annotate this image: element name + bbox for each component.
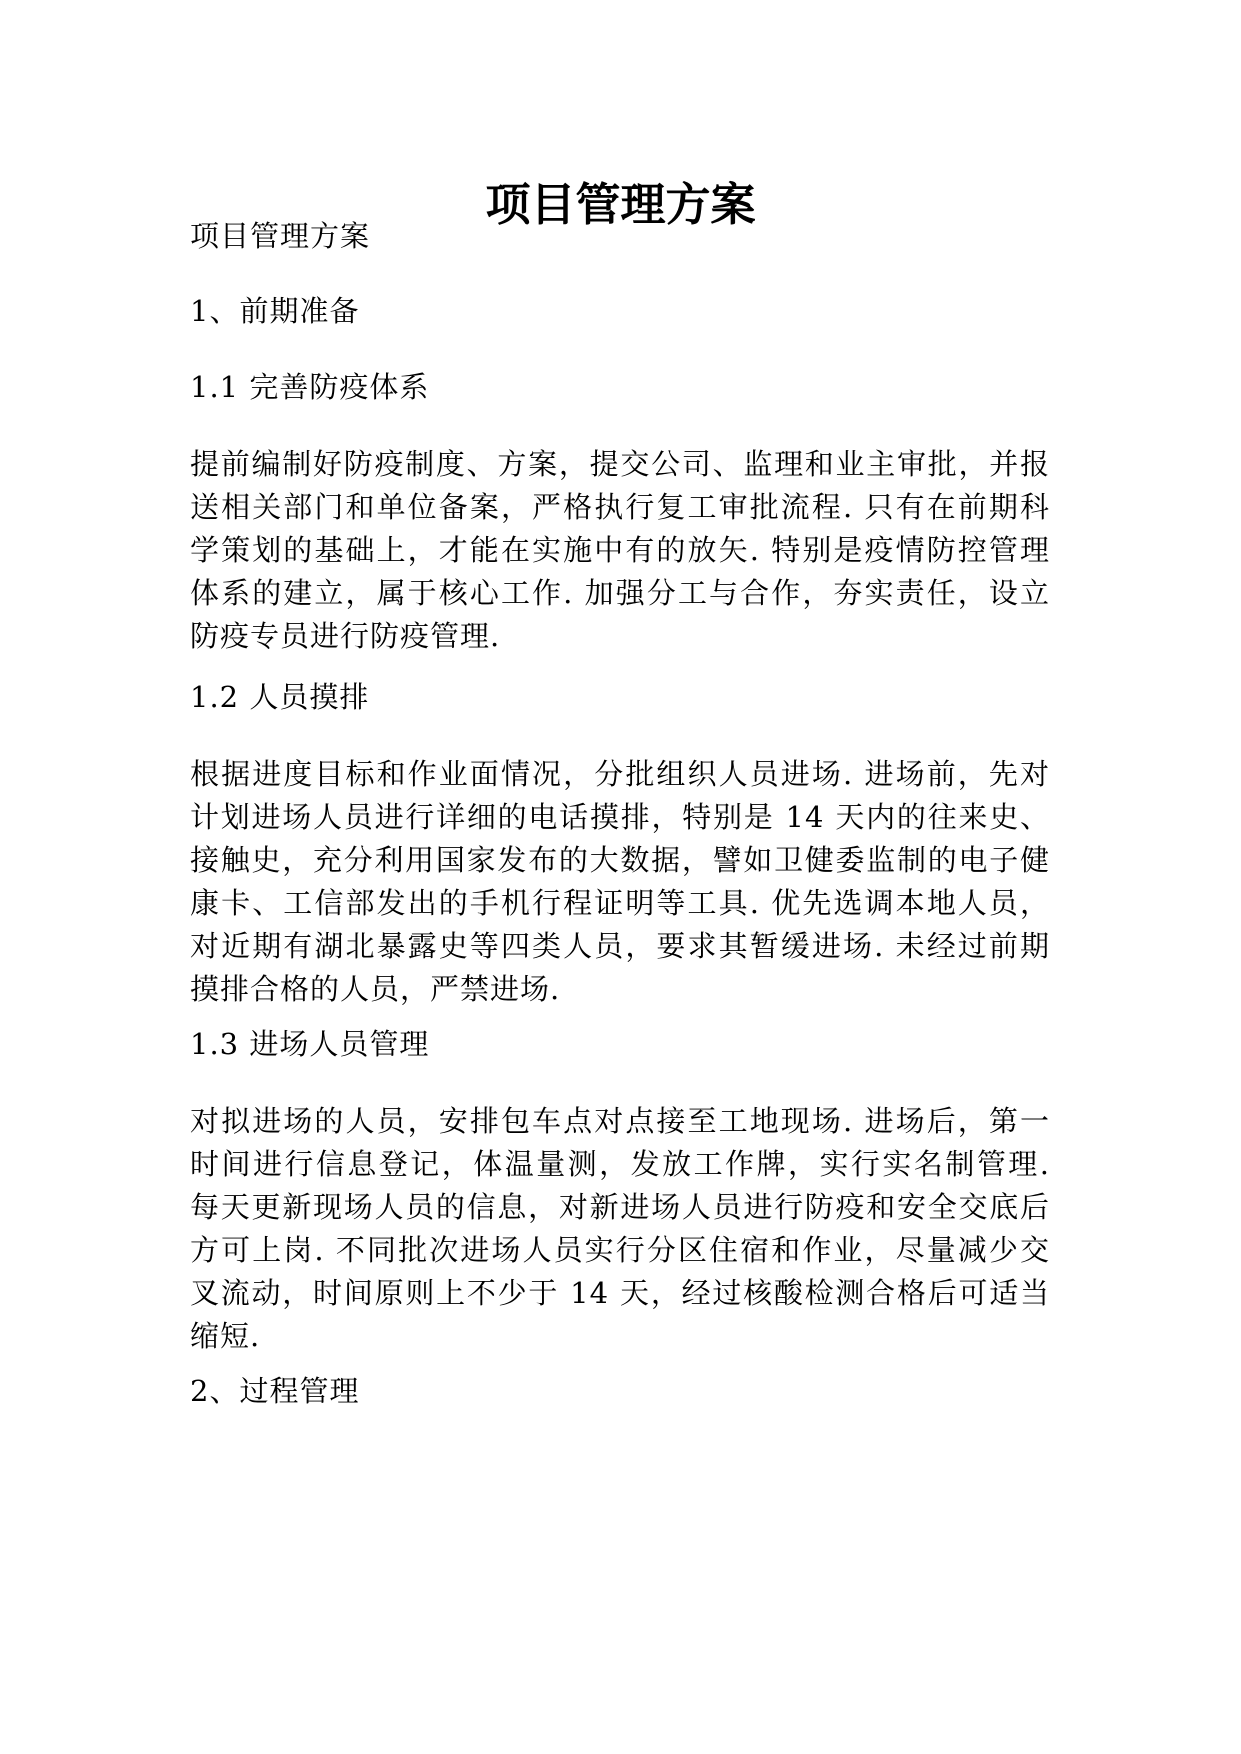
section-heading-1: 1、前期准备 <box>190 294 360 328</box>
section-heading-1-2: 1.2 人员摸排 <box>190 680 370 714</box>
section-body-1-1: 提前编制好防疫制度、方案，提交公司、监理和业主审批，并报送相关部门和单位备案，严格执行复工审批流程. 只有在前期科学策划的基础上，才能在实施中有的放矢. 特别是疫情防控管理体系的建立，属于核心工作. 加强分工与合作，夯实责任，设立防疫专员进行防疫管理. <box>190 447 1050 653</box>
section-body-1-2: 根据进度目标和作业面情况，分批组织人员进场. 进场前，先对计划进场人员进行详细的电话摸排，特别是 14 天内的往来史、接触史，充分利用国家发布的大数据，譬如卫健委监制的电子健康卡、工信部发出的手机行程证明等工具. 优先选调本地人员，对近期有湖北暴露史等四类人员，要求其暂缓进场. 未经过前期摸排合格的人员，严禁进场. <box>190 757 1050 1006</box>
section-heading-1-1: 1.1 完善防疫体系 <box>190 370 430 404</box>
document-subtitle: 项目管理方案 <box>190 219 371 253</box>
section-heading-2: 2、过程管理 <box>190 1374 360 1408</box>
document-title: 项目管理方案 <box>485 178 756 231</box>
section-body-1-3: 对拟进场的人员，安排包车点对点接至工地现场. 进场后，第一时间进行信息登记，体温量测，发放工作牌，实行实名制管理. 每天更新现场人员的信息，对新进场人员进行防疫和安全交底后方可上岗. 不同批次进场人员实行分区住宿和作业，尽量减少交叉流动，时间原则上不少于 14 天，经过核酸检测合格后可适当缩短. <box>190 1104 1050 1353</box>
section-heading-1-3: 1.3 进场人员管理 <box>190 1027 430 1061</box>
